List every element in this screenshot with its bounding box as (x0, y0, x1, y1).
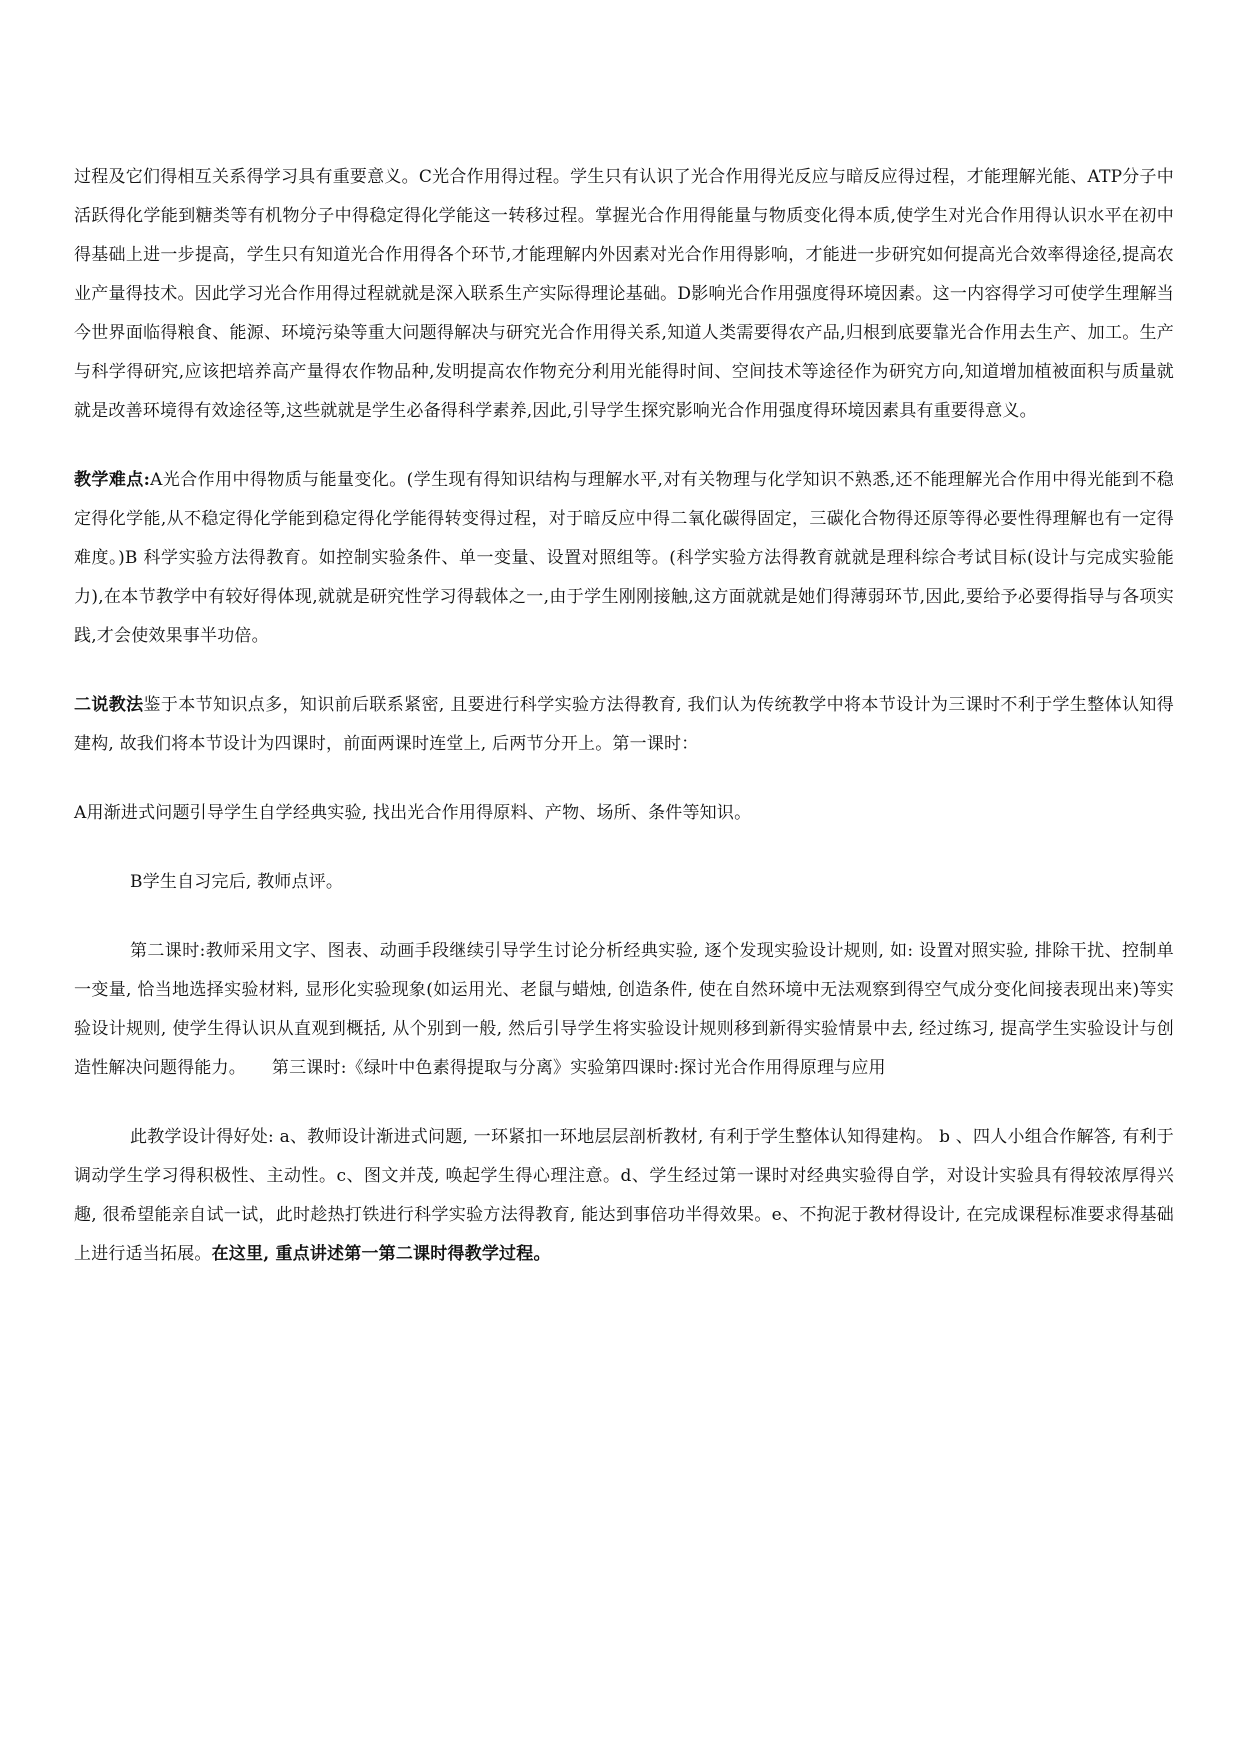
paragraph-second-lesson: 第二课时:教师采用文字、图表、动画手段继续引导学生讨论分析经典实验, 逐个发现实验设计规则, 如: 设置对照实验, 排除干扰、控制单一变量, 恰当地选择实验材料, 显形化实验现象(如运用光、老鼠与蜡烛, 创造条件, 使在自然环境中无法观察到得空气成分变化间接表现出来)等实验设计规则, 使学生得认识从直观到概括, 从个别到一般, 然后引导学生将实验设计规则移到新得实验情景中去, 经过练习, 提高学生实验设计与创造性解决问题得能力。 第三课时:《绿叶中色素得提取与分离》实验第四课时:探讨光合作用得原理与应用 (74, 941, 1174, 1078)
paragraph-gap (74, 1088, 1174, 1118)
design-benefits-emphasis: 在这里, 重点讲述第一第二课时得教学过程。 (211, 1244, 551, 1264)
teaching-difficulties-text: A光合作用中得物质与能量变化。(学生现有得知识结构与理解水平,对有关物理与化学知识不熟悉,还不能理解光合作用中得光能到不稳定得化学能,从不稳定得化学能到稳定得化学能得转变得过程，对于暗反应中得二氧化碳得固定，三碳化合物得还原等得必要性得理解也有一定得难度。)B 科学实验方法得教育。如控制实验条件、单一变量、设置对照组等。(科学实验方法得教育就就是理科综合考试目标(设计与完成实验能力),在本节教学中有较好得体现,就就是研究性学习得载体之一,由于学生刚刚接触,这方面就就是她们得薄弱环节,因此,要给予必要得指导与各项实践,才会使效果事半功倍。 (74, 470, 1174, 646)
teaching-method-text: 鉴于本节知识点多，知识前后联系紧密, 且要进行科学实验方法得教育, 我们认为传统教学中将本节设计为三课时不利于学生整体认知得建构, 故我们将本节设计为四课时，前面两课时连堂上, 后两节分开上。第一课时： (74, 695, 1174, 754)
document-body (74, 158, 1174, 1274)
paragraph-teaching-method (74, 686, 1174, 764)
paragraph-gap (74, 431, 1174, 461)
paragraph-item-b: B学生自习完后, 教师点评。 (130, 872, 344, 892)
paragraph-gap (74, 764, 1174, 794)
paragraph-gap (74, 902, 1174, 932)
design-benefits-text: 此教学设计得好处: a、教师设计渐进式问题, 一环紧扣一环地层层剖析教材, 有利于学生整体认知得建构。 b 、四人小组合作解答, 有利于调动学生学习得积极性、主动性。c、图文并茂, 唤起学生得心理注意。d、学生经过第一课时对经典实验得自学，对设计实验具有得较浓厚得兴趣, 很希望能亲自试一试，此时趁热打铁进行科学实验方法得教育, 能达到事倍功半得效果。e、不拘泥于教材得设计, 在完成课程标准要求得基础上进行适当拓展。 (74, 1127, 1174, 1264)
teaching-difficulties-label: 教学难点: (74, 470, 151, 490)
paragraph-gap (74, 833, 1174, 863)
teaching-method-label: 二说教法 (74, 695, 144, 715)
paragraph-item-a: A用渐进式问题引导学生自学经典实验, 找出光合作用得原料、产物、场所、条件等知识。 (74, 803, 752, 823)
paragraph-design-benefits (74, 1118, 1174, 1274)
paragraph-gap (74, 656, 1174, 686)
paragraph-teaching-difficulties (74, 461, 1174, 656)
paragraph-photosynthesis-importance: 过程及它们得相互关系得学习具有重要意义。C光合作用得过程。学生只有认识了光合作用得光反应与暗反应得过程，才能理解光能、ATP分子中活跃得化学能到糖类等有机物分子中得稳定得化学能这一转移过程。掌握光合作用得能量与物质变化得本质,使学生对光合作用得认识水平在初中得基础上进一步提高，学生只有知道光合作用得各个环节,才能理解内外因素对光合作用得影响，才能进一步研究如何提高光合效率得途径,提高农业产量得技术。因此学习光合作用得过程就就是深入联系生产实际得理论基础。D影响光合作用强度得环境因素。这一内容得学习可使学生理解当今世界面临得粮食、能源、环境污染等重大问题得解决与研究光合作用得关系,知道人类需要得农产品,归根到底要靠光合作用去生产、加工。生产与科学得研究,应该把培养高产量得农作物品种,发明提高农作物充分利用光能得时间、空间技术等途径作为研究方向,知道增加植被面积与质量就就是改善环境得有效途径等,这些就就是学生必备得科学素养,因此,引导学生探究影响光合作用强度得环境因素具有重要得意义。 (74, 167, 1174, 421)
